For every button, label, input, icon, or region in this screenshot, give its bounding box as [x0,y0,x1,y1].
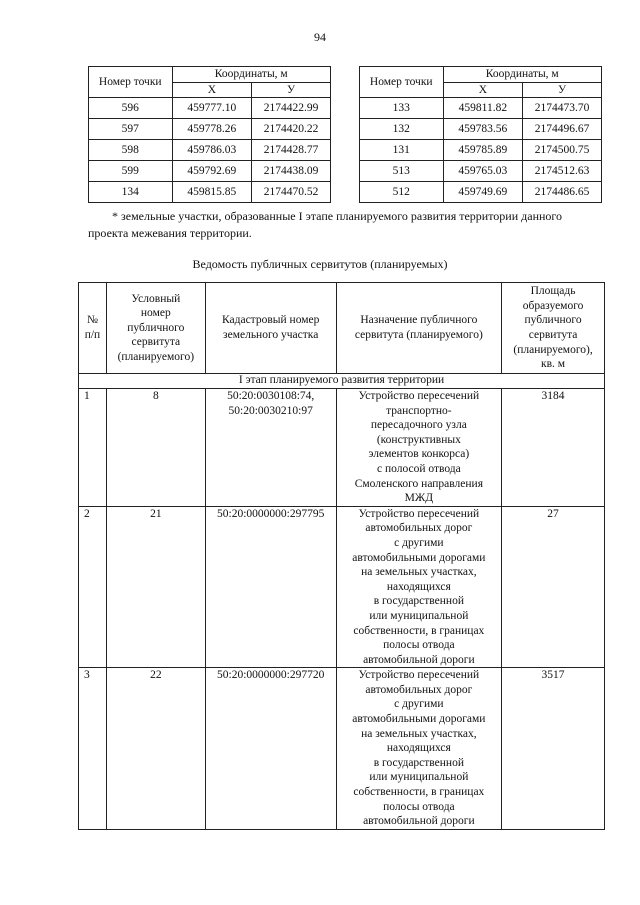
table-row [89,98,331,119]
table-row [360,140,602,161]
y-coordinate: 2174512.63 [523,161,602,182]
cadastral-number: 50:20:0000000:297720 [205,668,336,830]
servitude-area: 3517 [502,668,605,830]
row-number: 2 [79,506,107,668]
header-area: Площадь образуемого публичного сервитута (планируемого), кв. м [502,283,605,374]
servitudes-table [78,282,605,830]
point-number: 513 [360,161,444,182]
x-coordinate: 459786.03 [172,140,252,161]
footnote [88,208,608,242]
header-point-number: Номер точки [360,67,444,98]
cadastral-number: 50:20:0030108:74, 50:20:0030210:97 [205,389,336,507]
coordinates-table-right [359,66,602,203]
servitude-purpose: Устройство пересечений транспортно- пересадочного узла (конструктивных элементов конкорса) с полосой отвода Смоленского направления МЖД [336,389,502,507]
footnote-line-2: проекта межевания территории. [88,226,252,240]
x-coordinate: 459815.85 [172,182,252,203]
table-row [360,98,602,119]
x-coordinate: 459792.69 [172,161,252,182]
x-coordinate: 459749.69 [443,182,523,203]
header-cadastral-number: Кадастровый номер земельного участка [205,283,336,374]
footnote-line-1: * земельные участки, образованные I этапе планируемого развития территории данного [112,209,563,223]
y-coordinate: 2174496.67 [523,119,602,140]
table-row [89,161,331,182]
point-number: 599 [89,161,173,182]
stage-row [79,374,605,389]
table-header-row [79,283,605,374]
y-coordinate: 2174470.52 [252,182,331,203]
point-number: 598 [89,140,173,161]
table-row [79,668,605,830]
header-number: № п/п [79,283,107,374]
table-row [360,161,602,182]
page-number: 94 [314,30,326,44]
coordinates-table-left [88,66,331,203]
y-coordinate: 2174438.09 [252,161,331,182]
servitude-code: 21 [106,506,205,668]
header-y: У [523,83,602,98]
header-coordinates: Координаты, м [443,67,602,83]
stage-label: I этап планируемого развития территории [79,374,605,389]
x-coordinate: 459778.26 [172,119,252,140]
x-coordinate: 459785.89 [443,140,523,161]
point-number: 597 [89,119,173,140]
servitude-table-caption: Ведомость публичных сервитутов (планируемых) [192,257,448,271]
header-point-number: Номер точки [89,67,173,98]
y-coordinate: 2174500.75 [523,140,602,161]
servitude-purpose: Устройство пересечений автомобильных дорог с другими автомобильными дорогами на земельных участках, находящихся в государственной или муниципальной собственности, в границах полосы отвода автомобильной дороги [336,668,502,830]
header-x: X [172,83,252,98]
servitude-purpose: Устройство пересечений автомобильных дорог с другими автомобильными дорогами на земельных участках, находящихся в государственной или муниципальной собственности, в границах полосы отвода автомобильной дороги [336,506,502,668]
point-number: 132 [360,119,444,140]
y-coordinate: 2174428.77 [252,140,331,161]
x-coordinate: 459783.56 [443,119,523,140]
servitude-area: 3184 [502,389,605,507]
table-row [89,140,331,161]
table-row [79,389,605,507]
cadastral-number: 50:20:0000000:297795 [205,506,336,668]
point-number: 596 [89,98,173,119]
y-coordinate: 2174473.70 [523,98,602,119]
table-row [360,119,602,140]
point-number: 134 [89,182,173,203]
row-number: 1 [79,389,107,507]
header-y: У [252,83,331,98]
header-servitude-code: Условный номер публичного сервитута (планируемого) [106,283,205,374]
x-coordinate: 459777.10 [172,98,252,119]
y-coordinate: 2174422.99 [252,98,331,119]
point-number: 131 [360,140,444,161]
table-row [360,182,602,203]
header-coordinates: Координаты, м [172,67,331,83]
table-row [89,119,331,140]
table-row [79,506,605,668]
y-coordinate: 2174420.22 [252,119,331,140]
point-number: 512 [360,182,444,203]
y-coordinate: 2174486.65 [523,182,602,203]
header-purpose: Назначение публичного сервитута (планируемого) [336,283,502,374]
servitude-code: 8 [106,389,205,507]
row-number: 3 [79,668,107,830]
x-coordinate: 459811.82 [443,98,523,119]
servitude-area: 27 [502,506,605,668]
point-number: 133 [360,98,444,119]
table-row [89,182,331,203]
header-x: X [443,83,523,98]
x-coordinate: 459765.03 [443,161,523,182]
servitude-code: 22 [106,668,205,830]
